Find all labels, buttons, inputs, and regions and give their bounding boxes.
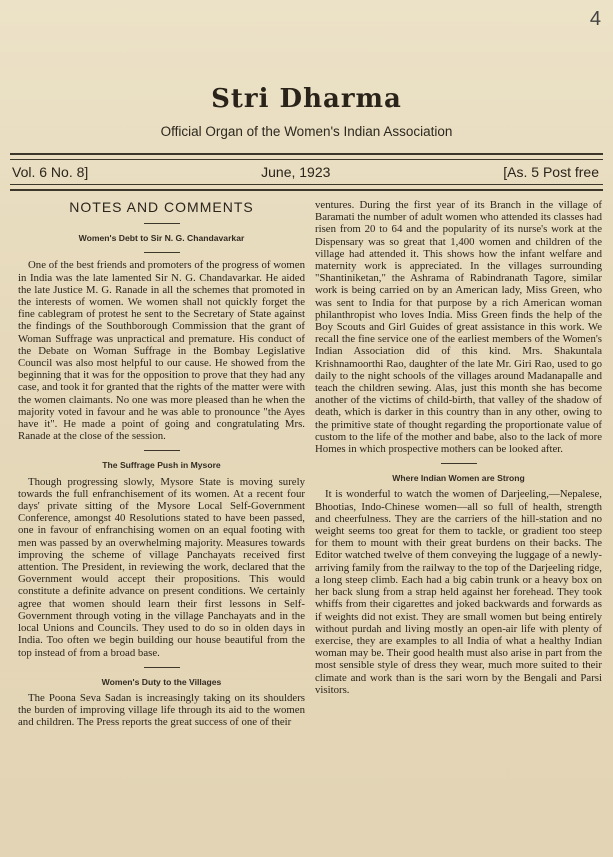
article-body: ventures. During the first year of its Branch in the village of Baramati the number of adult women who attended its classes had risen from 20 to 64 and the popularity of its nurse's work at the Dispensary was so great that 1,400 women and children of the village had attended it. This shows how the infant welfare and maternity work is appreciated. In the villages surrounding "Shantiniketan," the Ashrama of Rabindranath Tagore, similar work is being carried on by an American lady, Miss Green, who was sent to India for that purpose by a rich American woman philanthropist who loves India. Miss Green finds the help of the Boy Scouts and Girl Guides of great assistance in this work. We recall the fine service one of the earliest members of the Women's Indian Association did of this kind. Mrs. Shakuntala Krishnamoorthi Rao, daughter of the late Mr. Giri Rao, used to go daily to the night schools of the villages around Madanapalle and teach the children sewing. Alas, just this month she has become another of the victims of child-birth, that valley of the shadow of death, which is darker in this country than in any other, owing to the primitive state of thought regarding the proportionate value of custom to the life of the mother and babe, also to the lack of more Homes in which prospective mothers can be looked after. xyxy=(315,199,602,456)
article-body: Though progressing slowly, Mysore State is moving surely towards the full enfranchisement of its women. At a recent four days' private sitting of the Mysore Local Self-Government Conference, amongst 40 Resolutions stated to have been passed, one in favour of enfranchising women on an equal footing with men was passed by an overwhelming majority. Measures towards improving the scheme of village Panchayats received first attention. The President, in reviewing the work, declared that the Government would accept their propositions. This would constitute a definite advance on present conditions. We certainly agree that women should learn their first lessons in Self-Government through voting in the village Panchayats and in the local Unions and Councils. They used to do so in olden days in India. Too often we begin building our house beautiful from the top instead of from a broad base. xyxy=(18,475,305,659)
journal-title: Stri Dharma xyxy=(211,84,402,114)
right-column xyxy=(315,199,602,729)
page-number: 4 xyxy=(589,8,601,30)
issue-bar xyxy=(12,164,599,180)
header-rule-bottom xyxy=(10,184,603,191)
left-column xyxy=(18,199,305,729)
divider xyxy=(144,667,180,668)
section-heading: NOTES AND COMMENTS xyxy=(69,199,254,215)
article-body: It is wonderful to watch the women of Darjeeling,—Nepalese, Bhootias, Indo-Chinese women—all so full of health, strength and cheerfulness. They are the carriers of the hill-station and no weight seems too great for them to tackle, or gradient too steep for them to mount with their great burdens on their backs. The Editor watched twelve of them conveying the luggage of a newly-arriving family from the railway to the top of the Darjeeling ridge, a long steep climb. Each had a big cabin trunk or a heavy box on her back slung from a strap held against her forehead. They took whiffs from their cigarettes and joked backwards and forwards as if weights did not exist. They are small women but being entirely without purdah and living mostly an open-air life with plenty of exercise, they are examples to all India of what a healthy Indian woman may be. Their good health must also arise in part from the most sensible style of dress they wear, much more suited to their climate and work than is the sari worn by the Bengali and Parsi visitors. xyxy=(315,488,602,696)
article-title: Where Indian Women are Strong xyxy=(392,473,525,484)
article-title: Women's Duty to the Villages xyxy=(101,676,222,687)
article-body: One of the best friends and promoters of the progress of women in India was the late lamented Sir N. G. Chandavarkar. He aided the late Justice M. G. Ranade in all the schemes that promoted in the interests of women. We women shall not quickly forget the fine cablegram of protest he sent to the Secretary of State against the findings of the Southborough Commission that the grant of Woman Suffrage was unpractical and premature. His conduct of the Debate on Woman Suffrage in the Bombay Legislative Council was also most helpful to our cause. He showed from the beginning that it was for the opposition to prove that they had any case, and took it for granted that the rights of the matter were with the women claimants. No one was more pleased than he when the majority voted in favour and he was able to pronounce "the Ayes have it". He made a point of going and congratulating Mrs. Ranade at the close of the session. xyxy=(18,259,305,443)
journal-subtitle: Official Organ of the Women's Indian Association xyxy=(160,124,453,139)
divider xyxy=(441,463,477,464)
article-columns xyxy=(18,199,603,729)
divider xyxy=(144,252,180,253)
issue-volume: Vol. 6 No. 8] xyxy=(12,164,89,180)
header-rule-top xyxy=(10,153,603,160)
article-body: The Poona Seva Sadan is increasingly taking on its shoulders the burden of improving village life through its aid to the women and children. The Press reports the great success of one of their xyxy=(18,691,305,729)
issue-price: [As. 5 Post free xyxy=(503,164,599,180)
masthead xyxy=(0,0,613,139)
issue-date: June, 1923 xyxy=(261,164,331,180)
divider xyxy=(144,223,180,224)
article-title: The Suffrage Push in Mysore xyxy=(102,460,221,471)
article-title: Women's Debt to Sir N. G. Chandavarkar xyxy=(78,233,245,244)
divider xyxy=(144,450,180,451)
